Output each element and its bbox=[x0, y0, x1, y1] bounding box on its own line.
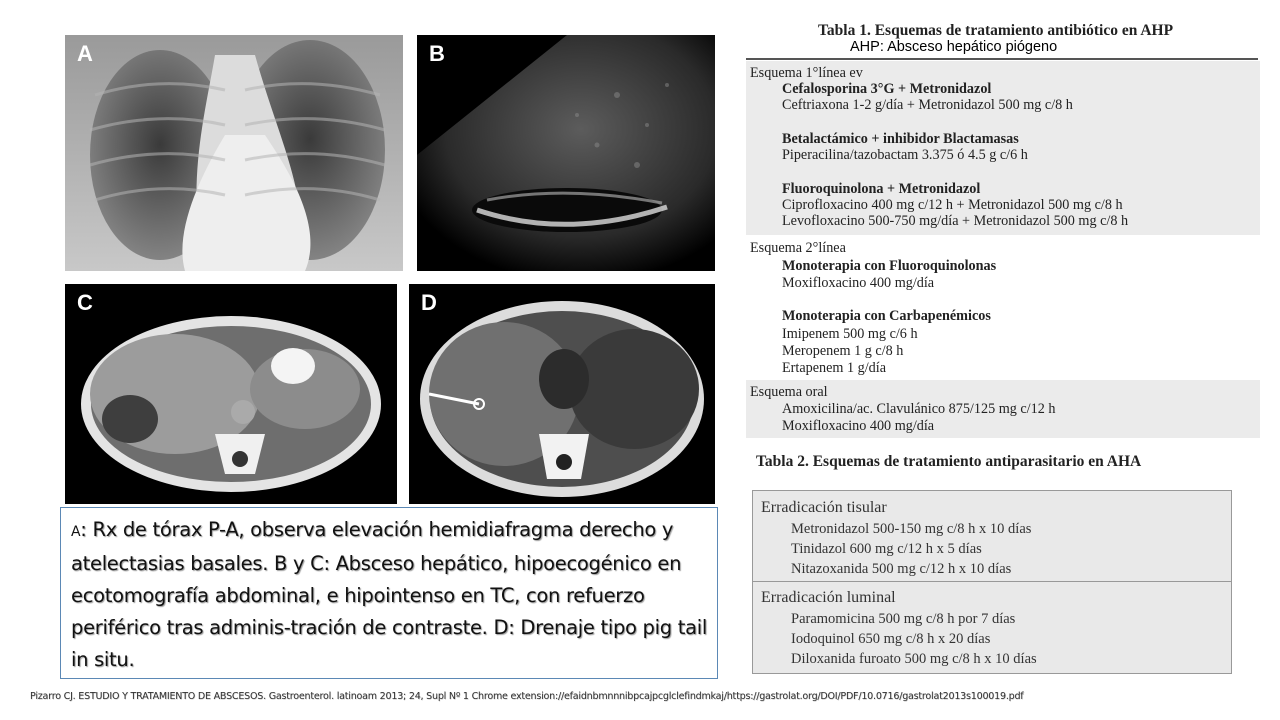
tissue-dose: Tinidazol 600 mg c/12 h x 5 días bbox=[791, 541, 982, 557]
first-line-dose: Piperacilina/tazobactam 3.375 ó 4.5 g c/6 h bbox=[782, 147, 1028, 163]
panel-label-d: D bbox=[421, 290, 437, 315]
table2-box bbox=[752, 490, 1232, 674]
oral-dose: Moxifloxacino 400 mg/día bbox=[782, 418, 935, 434]
panel-label-a: A bbox=[77, 41, 93, 66]
ultrasound-image bbox=[417, 35, 715, 271]
second-line-dose: Moxifloxacino 400 mg/día bbox=[782, 275, 935, 291]
second-line-heading: Esquema 2°línea bbox=[750, 240, 846, 256]
luminal-dose: Paramomicina 500 mg c/8 h por 7 días bbox=[791, 611, 1016, 627]
luminal-heading: Erradicación luminal bbox=[761, 589, 896, 606]
citation-footer: Pizarro CJ. ESTUDIO Y TRATAMIENTO DE ABSCESOS. Gastroenterol. latinoam 2013; 24, Supl Nº 1 Chrome extension://efaidnbmnnnibpcajpcglclefindmkaj/https://gastrolat.org/DOI/PDF/10.0716/gastrolat2013s100019.pdf bbox=[30, 691, 1024, 702]
table1-top-rule bbox=[746, 58, 1258, 60]
ct-drain-image bbox=[409, 284, 715, 504]
caption-text: : Rx de tórax P-A, observa elevación hemidiafragma derecho y atelectasias basales. B y C: Absceso hepático, hipoecogénico en ecotomografía abdominal, e hipointenso en TC, con refuerzo periférico tras adminis-tración de contraste. D: Drenaje tipo pig tail in situ. bbox=[71, 518, 707, 671]
chest-xray-image bbox=[65, 35, 403, 271]
figure-caption bbox=[60, 507, 718, 679]
table2-title: Tabla 2. Esquemas de tratamiento antiparasitario en AHA bbox=[756, 453, 1142, 470]
luminal-dose: Iodoquinol 650 mg c/8 h x 20 días bbox=[791, 631, 991, 647]
first-line-dose: Ceftriaxona 1-2 g/día + Metronidazol 500 mg c/8 h bbox=[782, 97, 1073, 113]
first-line-heading: Esquema 1°línea ev bbox=[750, 65, 863, 81]
tissue-heading: Erradicación tisular bbox=[761, 499, 887, 516]
first-line-dose: Ciprofloxacino 400 mg c/12 h + Metronidazol 500 mg c/8 h bbox=[782, 197, 1123, 213]
oral-heading: Esquema oral bbox=[750, 384, 828, 400]
panel-d-ct-drain bbox=[409, 284, 715, 504]
caption-lead: A bbox=[71, 524, 81, 540]
table1-first-line-section bbox=[746, 61, 1260, 235]
first-line-dose: Levofloxacino 500-750 mg/día + Metronidazol 500 mg c/8 h bbox=[782, 213, 1129, 229]
table2-divider bbox=[753, 581, 1231, 582]
ct-abscess-image bbox=[65, 284, 397, 504]
table1-title: Tabla 1. Esquemas de tratamiento antibiótico en AHP bbox=[818, 22, 1174, 39]
panel-c-ct-abscess bbox=[65, 284, 397, 504]
second-line-dose: Ertapenem 1 g/día bbox=[782, 360, 887, 376]
panel-label-c: C bbox=[77, 290, 93, 315]
table1-oral-section bbox=[746, 380, 1260, 438]
second-line-dose: Imipenem 500 mg c/6 h bbox=[782, 326, 918, 342]
table1-subtitle: AHP: Absceso hepático piógeno bbox=[850, 39, 1058, 55]
second-line-group-title: Monoterapia con Fluoroquinolonas bbox=[782, 258, 997, 274]
first-line-group-title: Betalactámico + inhibidor Blactamasas bbox=[782, 131, 1019, 147]
tissue-dose: Metronidazol 500-150 mg c/8 h x 10 días bbox=[791, 521, 1032, 537]
luminal-dose: Diloxanida furoato 500 mg c/8 h x 10 días bbox=[791, 651, 1037, 667]
table1-second-line-section bbox=[746, 237, 1260, 377]
tissue-dose: Nitazoxanida 500 mg c/12 h x 10 días bbox=[791, 561, 1012, 577]
panel-label-b: B bbox=[429, 41, 445, 66]
second-line-dose: Meropenem 1 g c/8 h bbox=[782, 343, 904, 359]
oral-dose: Amoxicilina/ac. Clavulánico 875/125 mg c/12 h bbox=[782, 401, 1056, 417]
panel-b-ultrasound bbox=[417, 35, 715, 271]
panel-a-chest-xray bbox=[65, 35, 403, 271]
second-line-group-title: Monoterapia con Carbapenémicos bbox=[782, 308, 991, 324]
first-line-group-title: Fluoroquinolona + Metronidazol bbox=[782, 181, 981, 197]
first-line-group-title: Cefalosporina 3°G + Metronidazol bbox=[782, 81, 992, 97]
